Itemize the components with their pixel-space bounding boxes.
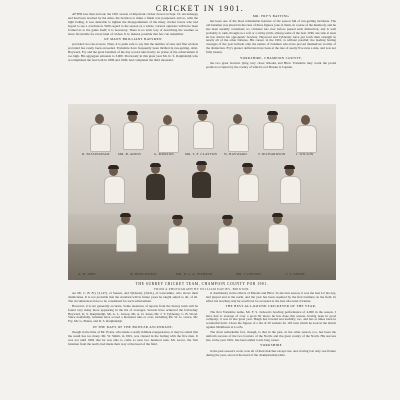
paragraph: are Mr. C. B. Fry (3,147), of Sussex, and Tyldesley (3,041), of Lancashire, who above their distinctions. It is not probable that the standard will in future years be taught suited to all, of all. The circumstances have to be considered for each achievement.: [68, 292, 198, 303]
paragraph: though in the time of Mr. Evans, who made a really brilliant reappearance, it may be stated that the result has too many. Mr. W. Smith, in 1901, was classed in the batting with the five men. It was not until 1892 that he was able to come so near two hundred runs. Mr. Grace, the first batsmen from the north, had made their way at the head of the field.: [68, 330, 198, 346]
bottom-columns: [68, 292, 336, 396]
top-columns: [68, 13, 336, 103]
player-figure: [168, 216, 187, 252]
team-photograph: [68, 104, 336, 280]
player-name: R. PASSINGHAM: [82, 152, 110, 156]
player-name: A. H. ABEL: [78, 272, 97, 276]
player-name: W. HAYWARD: [224, 152, 248, 156]
player-figure: [146, 164, 165, 200]
player-figure: [218, 216, 237, 252]
player-name: J. WILSON: [296, 152, 314, 156]
player-figure: [280, 166, 299, 202]
paragraph: the two great bowlers lying very close: Rhodes and Hirst. Yorkshire may count the proud position occupied by the county of which Lord Hawke is Captain.: [206, 60, 336, 69]
section-heading: OF MANY BRILLIANT BATSMEN: [104, 36, 162, 41]
section-heading: YORKSHIRE, CHAMPION COUNTY,: [239, 55, 303, 60]
player-name: MR. T. F. CLAYTON: [185, 152, 218, 156]
player-figure: [192, 162, 211, 198]
paragraph: has been one of the most remarkable features of the season full of run-getting incidents. The old batsman was placed in the runs of three figures (one of them, in course of the hundred), and he has been steadily consistent; no cricketer has ever before passed such distinction, and is well probably to rank, though on a soft or a sticky pitch, among some of the best. With one side at least he has driven his opponents' bowlers. Hayward and Tyldesley have put forth their strength in nearly all of the other fixtures. His career, in the 1901, is without parallel; the leading batting averages of the year include only the names of batsmen who have proved themselves worthy of the distinction. Fry's greater deliveries have been at the rate of nearly five runs a side, and was not fully beaten.: [206, 18, 336, 55]
player-name: J. T. SMITH: [286, 272, 305, 276]
top-left-column: [68, 13, 198, 103]
player-name: W. BROCKWELL: [130, 272, 158, 276]
paragraph: in the past season's work, won all of their matches except one, and, having lost only one fixture during the year, stood at the head of the championship table.: [206, 348, 336, 357]
player-figure: [116, 214, 135, 250]
player-figure: [90, 114, 109, 150]
photo-caption: THE SURREY CRICKET TEAM, CHAMPION COUNTY FOR 1901.: [135, 282, 269, 286]
section-heading: THE BEST ALL-ROUND CRICKETER OF THE YEAR.: [225, 304, 317, 309]
paragraph: The first Yorkshire name, Mr. F. S. Jackson's bowling performance of 4,000 in the season. I have had to average of over a good bit more; he has done this season, having been in good company; it was in late great year. Haigh has bowled successfully; too, and has at times been in wonderful form. I have the figures of a list of 29 wickets for 163 runs which he took in the match against Middlesex at Lord's.: [206, 309, 336, 330]
paragraph: However, it is not generally accurate. Some instances of reports from the Surrey team will be found very many more appearing in the list of averages. Several have achieved the following: Hayward, K. S. Ranjitsinhji, Mr. G. L. Jessop, Mr. A. O. Jones, Mr. J. T. Tyldesley, C. B. Wood. Since doubtfully, batsmen have scored a thousand runs or over, including Mr. W. G. Grace, Mr. Fry, Mr. G. Brann, and R. S. Ranjitsinhji.: [68, 303, 198, 324]
player-figure: [263, 112, 282, 148]
paragraph: provided two run-scorers. Then, it is quite safe to say that the number of runs and fine wickets provided has rarely been exceeded. Yorkshire have frequently been thrilled in run-getting. Abel, Hayward, Fry and the great batsmen of the day scored runs freely; no praise of the achievement is too high. His aggregate amounts to 3,000. Previously in this great year Mr. K. S. Ranjitsinhji who accomplished the feat both in 1899 and 1900, had completed the third thousand.: [68, 42, 198, 62]
photo-credit: FROM A PHOTOGRAPH BY WILLIAM DAVIES, BRIXTON.: [154, 287, 250, 291]
paragraph: The most remarkable fact, though, is that in the past, in the other season, too, has been the uniform success of the two bowlers of the North, and the great county of the North. His success has, in the year 1901, has been added to his long career.: [206, 330, 336, 342]
player-figure: [104, 166, 123, 202]
player-figure: [296, 115, 315, 151]
player-name: MR. B. ADDIS: [118, 152, 141, 156]
player-figure: [228, 114, 247, 150]
player-figure: [123, 112, 142, 148]
section-heading: IN THE DAYS OF THE BOWLER ASCENDANT,: [92, 324, 174, 329]
bottom-right-column: [206, 292, 336, 396]
player-name: G. MORTON: [154, 152, 174, 156]
player-name: MR. J. LEESON: [236, 272, 261, 276]
bottom-left-column: [68, 292, 198, 396]
player-figure: [268, 214, 287, 250]
player-figure: [158, 115, 177, 151]
section-heading: MR. FRY'S BATTING: [252, 13, 290, 18]
paragraph: is doubtlessly in the effects of Rhodes and Hirst. To the best season, it was the best for his day, had played and at the north, and the year has been required by the first batsmen on the field. In effect his bowling only he would not be accepted as the best all-round cricketer.: [206, 292, 336, 303]
player-figure: [238, 164, 257, 200]
top-right-column: [206, 13, 336, 103]
section-heading: YORKSHIRE: [260, 343, 282, 348]
player-name: T. RICHARDSON: [258, 152, 286, 156]
player-figure: [193, 111, 212, 147]
running-head: CRICKET IN 1901.: [155, 4, 245, 13]
paragraph: AFTER less than an hour, the 1901 season of important cricket closed on Sept. 10. An unhappy end had been reached by the sides, the decision to make a finish was postponed, and so, with the light fading, it was desirable to lighten the disappointment of the many cricket lovers who had hoped to see a conclusion. With regard to the season as a whole, various opinions will have been formed as to the game itself; it is necessary. There is no such way of describing the weather as more favourable for every kind of cricket. It is, indeed, possible that few can remember.: [68, 13, 198, 36]
player-name: MR. D. L. A. JEPHSON: [176, 272, 213, 276]
